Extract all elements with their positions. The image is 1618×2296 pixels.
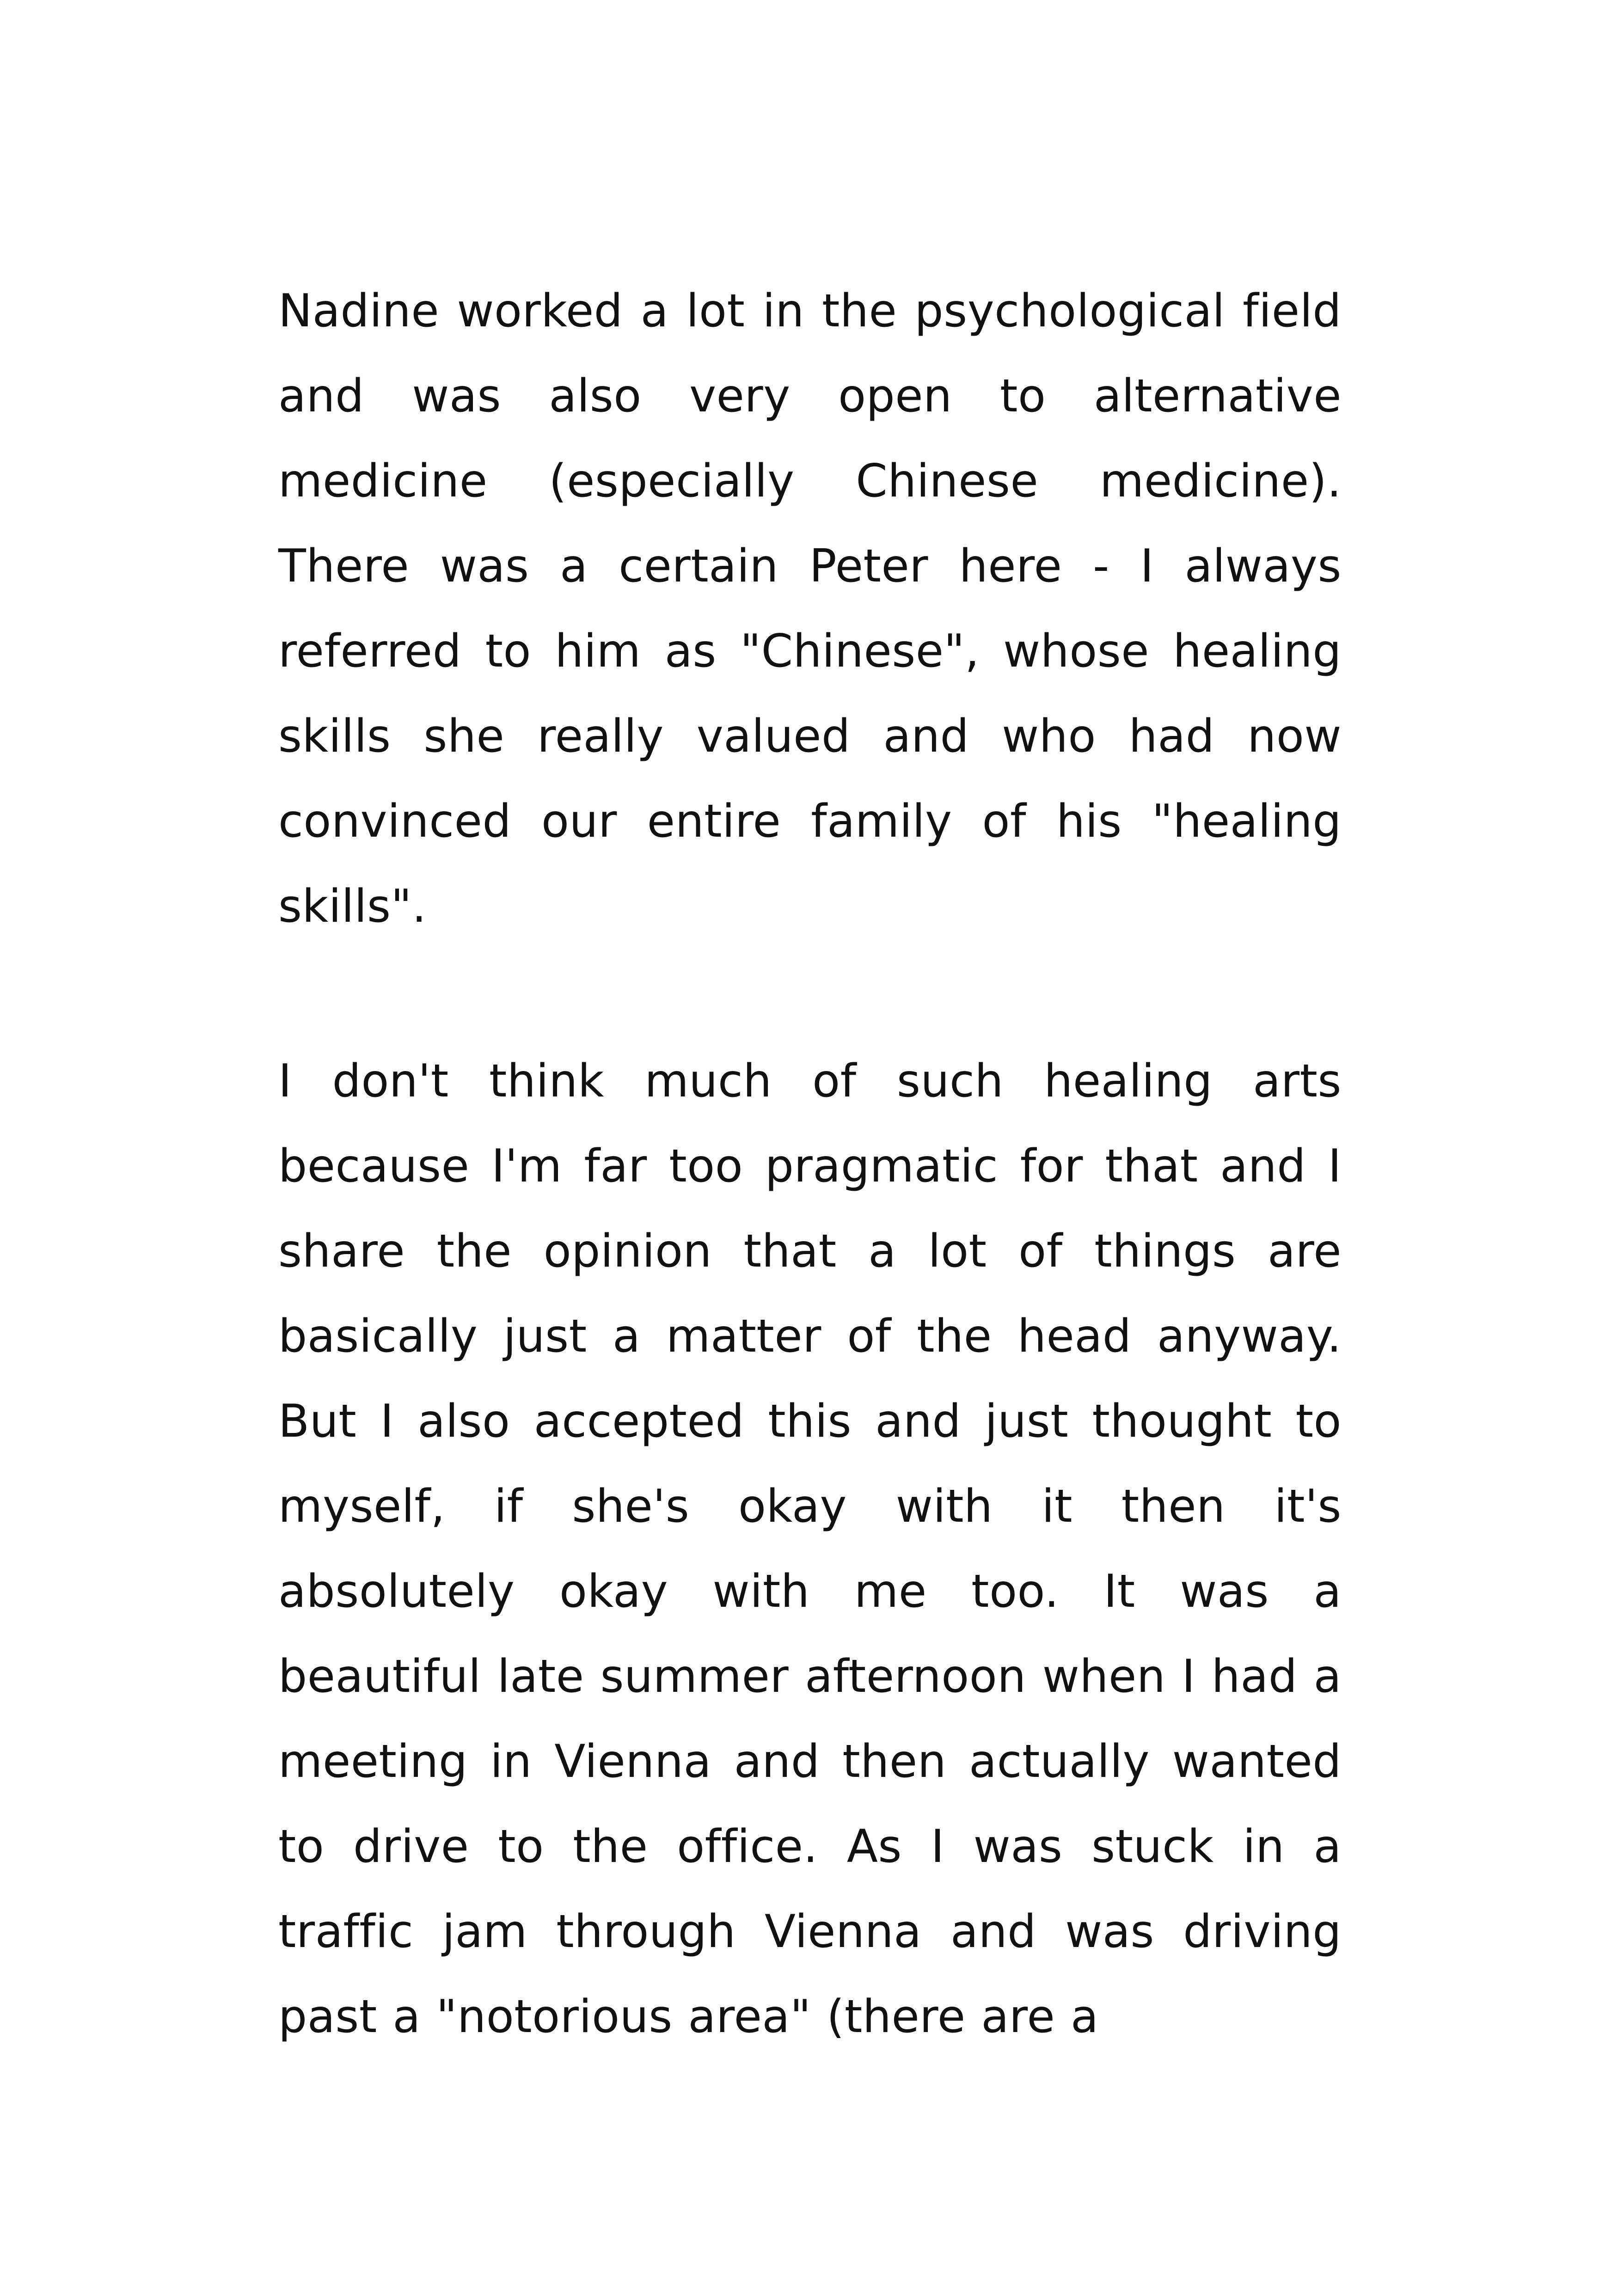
paragraph-1: Nadine worked a lot in the psychological field and was also very open to alternative medicine (especially Chinese medicine). There was a certain Peter here - I always referred to him as "Chinese", whose healing skills she really valued and who had now convinced our entire family of his "healing skills". bbox=[278, 285, 1342, 933]
paragraph-2: I don't think much of such healing arts because I'm far too pragmatic for that and I share the opinion that a lot of things are basically just a matter of the head anyway. But I also accepted this and just thought to myself, if she's okay with it then it's absolutely okay with me too. It was a beautiful late summer afternoon when I had a meeting in Vienna and then actually wanted to drive to the office. As I was stuck in a traffic jam through Vienna and was driving past a "notorious area" (there are a bbox=[278, 1055, 1342, 2043]
